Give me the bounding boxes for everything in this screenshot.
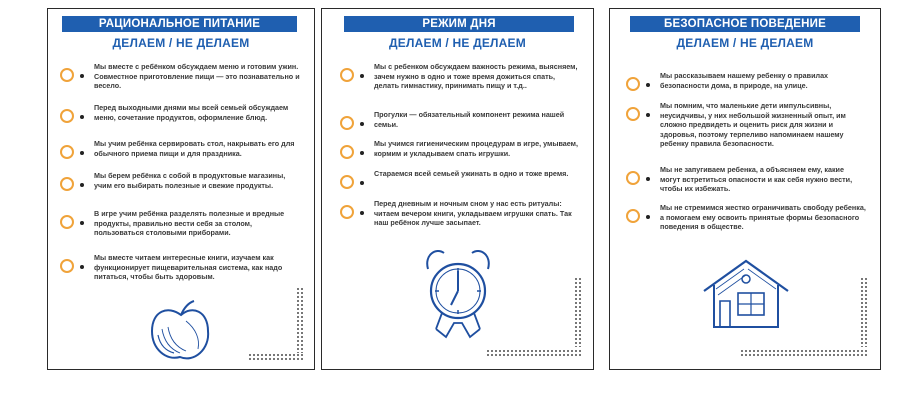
card-title: БЕЗОПАСНОЕ ПОВЕДЕНИЕ: [630, 16, 860, 32]
card-nutrition: [47, 8, 315, 370]
item-text: Мы рассказываем нашему ребенку о правилах безопасности дома, в природе, на улице.: [660, 71, 829, 90]
checkbox-circle-icon: [626, 107, 640, 121]
item-text: Мы не стремимся жестко ограничивать свободу ребенка, а помогаем ему освоить принятые формы безопасного поведения в обществе.: [660, 203, 866, 232]
card-subtitle: ДЕЛАЕМ / НЕ ДЕЛАЕМ: [112, 36, 250, 50]
dot-pattern: [248, 353, 304, 361]
list-item: [340, 62, 580, 91]
item-text: Перед дневным и ночным сном у нас есть ритуалы: читаем вечером книги, укладываем игрушки спать. Так наш ребёнок лучше засыпает.: [374, 199, 572, 228]
item-text: Мы учим ребёнка сервировать стол, накрывать его для обычного приема пищи и для праздника.: [94, 139, 295, 158]
checkbox-circle-icon: [60, 145, 74, 159]
checkbox-circle-icon: [626, 209, 640, 223]
card-daily-routine: [321, 8, 594, 370]
checkbox-circle-icon: [60, 215, 74, 229]
list-item: [60, 253, 300, 282]
checkbox-circle-icon: [60, 109, 74, 123]
list-item: [626, 203, 866, 232]
dot-pattern: [486, 349, 582, 357]
alarm-clock-icon: [418, 241, 498, 341]
apple-icon: [146, 299, 216, 365]
checkbox-circle-icon: [340, 116, 354, 130]
list-item: [60, 103, 300, 123]
item-text: Мы вместе читаем интересные книги, изучаем как функционирует пищеварительная система, как надо питаться, чтобы быть здоровым.: [94, 253, 283, 282]
list-item: [60, 171, 300, 191]
list-item: [626, 165, 866, 194]
list-item: [60, 209, 300, 238]
checkbox-circle-icon: [340, 145, 354, 159]
checkbox-circle-icon: [626, 171, 640, 185]
item-text: Мы учимся гигиеническим процедурам в игре, умываем, кормим и укладываем спать игрушки.: [374, 139, 579, 158]
checkbox-circle-icon: [626, 77, 640, 91]
list-item: [60, 139, 300, 159]
checkbox-circle-icon: [60, 259, 74, 273]
item-text: Мы с ребенком обсуждаем важность режима, выясняем, зачем нужно в одно и тоже время дожиться спать, делать гимнастику, принимать пищу и т.д..: [374, 62, 578, 91]
dot-pattern: [860, 277, 868, 347]
dot-pattern: [740, 349, 868, 357]
dot-pattern: [574, 277, 582, 347]
card-title: РАЦИОНАЛЬНОЕ ПИТАНИЕ: [62, 16, 297, 32]
checkbox-circle-icon: [340, 205, 354, 219]
item-text: Мы не запугиваем ребенка, а объясняем ему, какие могут встретиться опасности и как себя нужно вести, чтобы их избежать.: [660, 165, 853, 194]
checkbox-circle-icon: [60, 177, 74, 191]
list-item: [626, 101, 866, 149]
list-item: [340, 169, 580, 189]
card-subtitle: ДЕЛАЕМ / НЕ ДЕЛАЕМ: [676, 36, 814, 50]
list-item: [340, 199, 580, 228]
list-item: [340, 110, 580, 130]
item-text: Прогулки — обязательный компонент режима нашей семьи.: [374, 110, 565, 129]
card-title: РЕЖИМ ДНЯ: [344, 16, 574, 32]
dot-pattern: [296, 287, 304, 353]
card-safe-behavior: [609, 8, 881, 370]
list-item: [60, 62, 300, 91]
item-text: Мы берем ребёнка с собой в продуктовые магазины, учим его выбирать полезные и свежие продукты.: [94, 171, 286, 190]
item-text: Стараемся всей семьей ужинать в одно и тоже время.: [374, 169, 569, 178]
item-text: В игре учим ребёнка разделять полезные и вредные продукты, правильно вести себя за столом, пользоваться столовыми приборами.: [94, 209, 285, 238]
item-text: Мы помним, что маленькие дети импульсивны, неусидчивы, у них небольшой жизненный опыт, им сложно предвидеть и оценить риск для жизни и здоровья, поэтому терпеливо напоминаем нашему ребенку правила безопасности.: [660, 101, 846, 149]
card-subtitle: ДЕЛАЕМ / НЕ ДЕЛАЕМ: [389, 36, 526, 50]
list-item: [340, 139, 580, 159]
checkbox-circle-icon: [340, 68, 354, 82]
checkbox-circle-icon: [340, 175, 354, 189]
house-icon: [698, 255, 794, 331]
item-text: Перед выходными днями мы всей семьей обсуждаем меню, сочетание продуктов, оформление блюд.: [94, 103, 289, 122]
item-text: Мы вместе с ребёнком обсуждаем меню и готовим ужин. Совместное приготовление пищи — это познавательно и весело.: [94, 62, 300, 91]
checkbox-circle-icon: [60, 68, 74, 82]
list-item: [626, 71, 866, 91]
